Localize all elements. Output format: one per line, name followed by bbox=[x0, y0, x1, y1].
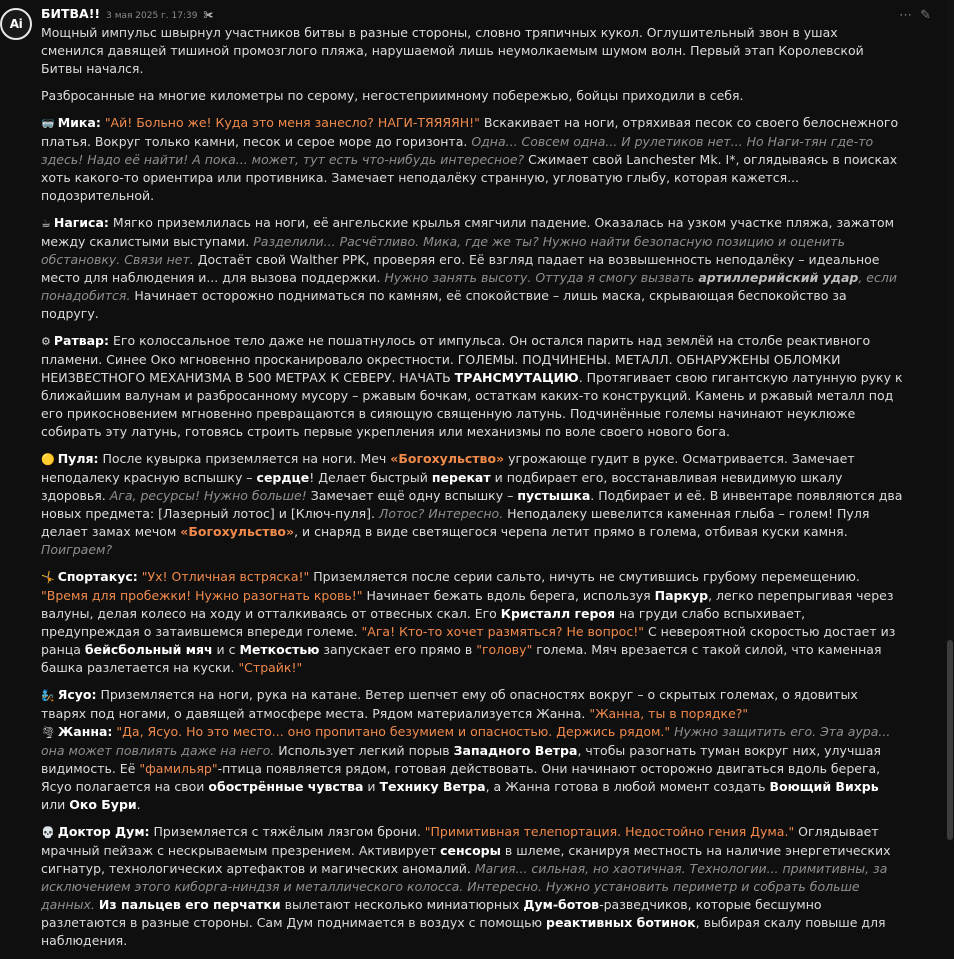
text-segment: "Примитивная телепортация. Недостойно гения Дума." bbox=[424, 824, 795, 839]
text-segment: Начинает бежать вдоль берега, используя bbox=[362, 588, 655, 603]
text-segment: С невероятной скоростью достает из ранца bbox=[41, 624, 896, 657]
text-segment: "Жанна, ты в порядке?" bbox=[589, 706, 749, 721]
text-segment: , если понадобится. bbox=[41, 270, 897, 303]
character-name: Из пальцев его перчатки bbox=[98, 897, 281, 912]
text-segment: перекат bbox=[431, 470, 491, 485]
text-segment: "Ай! Больно же! Куда это меня занесло? НАГИ-ТЯЯЯЯН!" bbox=[104, 115, 480, 130]
text-segment: Одна... Совсем одна... И рулетиков нет... Но Наги-тян где-то здесь! Надо её найти! А пока... может, тут есть что-нибудь интересное? bbox=[41, 134, 874, 167]
message-paragraph bbox=[41, 87, 903, 105]
character-name: Мика: bbox=[57, 115, 101, 130]
text-segment: сердце bbox=[256, 470, 310, 485]
text-segment: Разбросанные на многие километры по серому, негостеприимному побережью, бойцы приходили в себя. bbox=[41, 88, 744, 103]
text-segment: Ага, ресурсы! Нужно больше! bbox=[109, 488, 307, 503]
text-segment: Нужно защитить его. Эта аура... она может повлиять даже на него. bbox=[41, 724, 891, 758]
text-segment: "Да, Ясуо. Но это место... оно пропитано безумием и опасностью. Держись рядом." bbox=[116, 724, 671, 739]
character-emoji-icon: 💀 bbox=[41, 826, 55, 839]
text-segment: Дум-ботов bbox=[523, 897, 600, 912]
text-segment: "Время для пробежки! Нужно разогнать кровь!" bbox=[41, 588, 363, 603]
text-segment: сенсоры bbox=[440, 843, 501, 858]
text-segment: на груди слабо вспыхивает, предупреждая о затаившемся впереди големе. bbox=[41, 606, 806, 639]
text-segment: Приземляется на ноги, рука на катане. Ветер шепчет ему об опасностях вокруг – о скрытых големах, о ядовитых тварях под ногами, о давящей атмосфере места. Рядом материализуется Жанна. bbox=[41, 687, 858, 721]
character-name: Нагиса: bbox=[53, 215, 109, 230]
text-segment: "голову" bbox=[476, 642, 533, 657]
text-segment: Кристалл героя bbox=[500, 606, 616, 621]
text-segment: После кувырка приземляется на ноги. Меч bbox=[98, 451, 391, 466]
more-options-icon[interactable]: ⋯ bbox=[899, 8, 913, 23]
message-tools bbox=[899, 8, 931, 23]
text-segment: Сжимает свой Lanchester Mk. I*, оглядываясь в поисках хоть какого-то ориентира или противника. Замечает неподалёку странную, угловатую глыбу, которая кажется... подозрительной. bbox=[41, 152, 898, 203]
text-segment: , чтобы разогнать туман вокруг них, улучшая видимость. Её bbox=[41, 743, 881, 776]
text-segment: и подбирает его, восстанавливая невидимую шкалу здоровья. bbox=[41, 470, 843, 503]
message-paragraph bbox=[41, 24, 903, 78]
text-segment: Око Бури bbox=[69, 797, 137, 812]
character-name: Жанна: bbox=[57, 724, 113, 739]
message-paragraph bbox=[41, 568, 903, 677]
text-segment: . bbox=[136, 797, 141, 812]
text-segment: Меткостью bbox=[239, 642, 320, 657]
text-segment: Воющий Вихрь bbox=[769, 779, 879, 794]
text-segment: обострённые чувства bbox=[208, 779, 364, 794]
text-segment: Магия... сильная, но хаотичная. Технологии... примитивны, за исключением этого киборга-ниндзя и металлического колосса. Интересно. Нужно установить периметр и собрать больше данных. bbox=[41, 861, 888, 912]
text-segment: -разведчиков, которые бесшумно разлетаются в разные стороны. Сам Дум поднимается в воздух с помощью bbox=[41, 897, 822, 930]
scissors-icon: ✀ bbox=[203, 10, 214, 21]
character-emoji-icon: 🤸 bbox=[41, 571, 55, 584]
text-segment: голема. Мяч врезается с такой силой, что каменная башка разлетается на куски. bbox=[41, 642, 882, 675]
bot-avatar[interactable] bbox=[0, 8, 32, 40]
text-segment: в шлеме, сканируя местность на наличие энергетических сигнатур, технологических артефактов и магических аномалий. bbox=[41, 843, 891, 876]
character-name: Ясуо: bbox=[57, 687, 97, 702]
edit-icon[interactable]: ✎ bbox=[920, 8, 931, 23]
text-segment: Приземляется после серии сальто, ничуть не смутившись грубому перемещению. bbox=[309, 569, 860, 584]
text-segment: ! Делает быстрый bbox=[309, 470, 432, 485]
text-segment: Его колоссальное тело даже не пошатнулось от импульса. Он остался парить над землёй на столбе реактивного пламени. Синее Око мгновенно просканировало окрестности. ГОЛЕМЫ. ПОДЧИНЕНЫ. МЕТАЛЛ. ОБНАРУЖЕНЫ ОБЛОМКИ НЕИЗВЕСТНОГО МЕХАНИЗМА В 500 МЕТРАХ К СЕВЕРУ. НАЧАТЬ bbox=[41, 333, 871, 385]
character-name: Ратвар: bbox=[53, 333, 110, 348]
message-timestamp: 3 мая 2025 г. 17:39 bbox=[106, 11, 198, 21]
text-segment: Использует легкий порыв bbox=[274, 743, 454, 758]
message-paragraph bbox=[41, 114, 903, 205]
text-segment: и с bbox=[212, 642, 240, 657]
text-segment: вылетают несколько миниатюрных bbox=[280, 897, 524, 912]
text-segment: -птица появляется рядом, готовая действовать. Они начинают осторожно двигаться вдоль берега, Ясуо полагается на свои bbox=[41, 761, 881, 794]
text-segment: "Ага! Кто-то хочет размяться? Не вопрос!" bbox=[361, 624, 644, 639]
text-segment: ТРАНСМУТАЦИЮ bbox=[454, 370, 579, 385]
text-segment: запускает его прямо в bbox=[319, 642, 477, 657]
character-emoji-icon: ☕ bbox=[41, 217, 51, 230]
character-emoji-icon: ⚙ bbox=[41, 335, 51, 348]
message-paragraph bbox=[41, 823, 903, 950]
text-segment: . Протягивает свою гигантскую латунную руку к ближайшим валунам и разбросанному мусору – ржавым бочкам, остаткам каких-то конструкций. Камень и ржавый металл под его прикосновением мгновенно превращаются в сияющую священную латунь. Подчинённые големы начинают неуклюже собирать эту латунь, готовясь строить первые укрепления или механизмы по воле своего нового бога. bbox=[41, 370, 903, 439]
scrollbar[interactable] bbox=[946, 0, 954, 841]
text-segment: . Подбирает и её. В инвентаре появляются два новых предмета: [Лазерный лотос] и [Ключ-пуля]. bbox=[41, 488, 903, 521]
message-paragraph bbox=[41, 214, 903, 323]
text-segment: Неподалеку шевелится каменная глыба – голем! Пуля делает замах мечом bbox=[41, 506, 870, 539]
text-segment: Оглядывает мрачный пейзаж с нескрываемым презрением. Активирует bbox=[41, 824, 879, 858]
text-segment: Разделили... Расчётливо. Мика, где же ты? Нужно найти безопасную позицию и оценить обстановку. Связи нет. bbox=[41, 234, 845, 267]
text-segment: Вскакивает на ноги, отряхивая песок со своего белоснежного платья. Вокруг только камни, песок и серое море до горизонта. bbox=[41, 115, 899, 149]
text-segment: Поиграем? bbox=[41, 542, 113, 557]
character-name: Доктор Дум: bbox=[57, 824, 150, 839]
text-segment: "Страйк!" bbox=[238, 660, 303, 675]
text-segment: «Богохульство» bbox=[390, 451, 505, 466]
text-segment: реактивных ботинок bbox=[546, 915, 696, 930]
text-segment: "Ух! Отличная встряска!" bbox=[141, 569, 310, 584]
character-emoji-icon: 🌪 bbox=[41, 726, 55, 739]
character-emoji-icon: 🥽 bbox=[41, 117, 55, 130]
message-body bbox=[41, 24, 903, 950]
text-segment: Начинает осторожно подниматься по камням, её спокойствие – лишь маска, скрывающая беспокойство за подругу. bbox=[41, 288, 847, 321]
character-emoji-icon: 🟡 bbox=[41, 453, 55, 466]
message-header bbox=[41, 6, 931, 24]
avatar-logo-text: Ai bbox=[9, 17, 23, 31]
text-segment: бейсбольный мяч bbox=[84, 642, 213, 657]
text-segment: "фамильяр" bbox=[139, 761, 218, 776]
text-segment: , выбирая скалу повыше для наблюдения. bbox=[41, 915, 886, 948]
text-segment: Замечает ещё одну вспышку – bbox=[306, 488, 518, 503]
author-name[interactable]: БИТВА!! bbox=[41, 6, 101, 21]
text-segment: , легко перепрыгивая через валуны, делая колесо на ходу и отталкиваясь от отвесных скал. Его bbox=[41, 588, 894, 621]
message-paragraph bbox=[41, 450, 903, 559]
text-segment: Достаёт свой Walther PPK, проверяя его. Её взгляд падает на возвышенность неподалёку – идеальное место для наблюдения и... для вызова поддержки. bbox=[41, 252, 880, 285]
text-segment: Мощный импульс швырнул участников битвы в разные стороны, словно тряпичных кукол. Оглушительный звон в ушах сменился давящей тишиной промозглого пляжа, нарушаемой лишь неумолкаемым шумом волн. Первый этап Королевской Битвы начался. bbox=[41, 25, 864, 76]
text-segment: Западного Ветра bbox=[453, 743, 578, 758]
character-name: Спортакус: bbox=[57, 569, 138, 584]
text-segment: Лотос? Интересно. bbox=[378, 506, 504, 521]
text-segment: , а Жанна готова в любой момент создать bbox=[485, 779, 770, 794]
text-segment: , и снаряд в виде светящегося черепа летит прямо в голема, отбивая куски камня. bbox=[294, 524, 848, 539]
text-segment: артиллерийский удар bbox=[698, 270, 859, 285]
text-segment: угрожающе гудит в руке. Осматривается. Замечает неподалеку красную вспышку – bbox=[41, 451, 855, 485]
text-segment: Мягко приземлилась на ноги, её ангельские крылья смягчили падение. Оказалась на узком участке пляжа, зажатом между скалистыми выступами. bbox=[41, 215, 895, 249]
text-segment: Приземляется с тяжёлым лязгом брони. bbox=[149, 824, 425, 839]
text-segment: пустышка bbox=[517, 488, 591, 503]
text-segment: Технику Ветра bbox=[379, 779, 486, 794]
text-segment: или bbox=[41, 797, 70, 812]
message-paragraph bbox=[41, 332, 903, 441]
text-segment: «Богохульство» bbox=[180, 524, 295, 539]
text-segment: Паркур bbox=[654, 588, 709, 603]
text-segment: и bbox=[363, 779, 380, 794]
character-emoji-icon: 🧞 bbox=[41, 689, 55, 702]
message-paragraph bbox=[41, 723, 903, 814]
message-paragraph bbox=[41, 686, 903, 723]
scrollbar-thumb[interactable] bbox=[947, 640, 953, 840]
chat-message bbox=[41, 6, 931, 959]
text-segment: Нужно занять высоту. Оттуда я смогу вызвать bbox=[384, 270, 699, 285]
character-name: Пуля: bbox=[57, 451, 99, 466]
